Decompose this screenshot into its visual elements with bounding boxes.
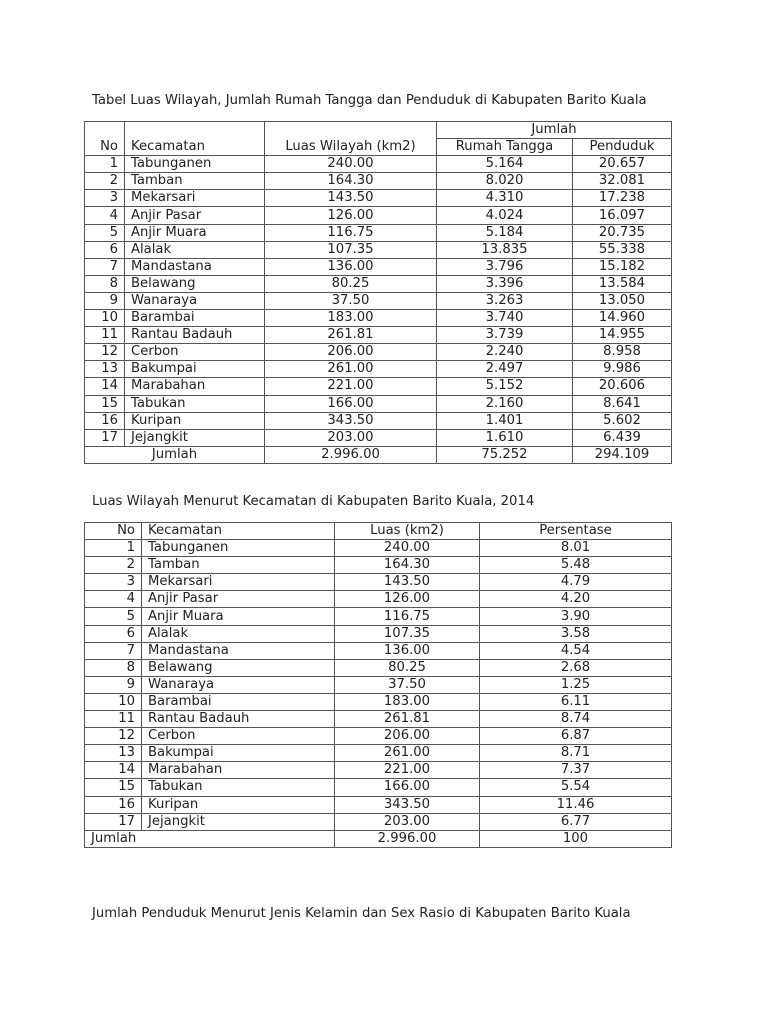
table-row	[85, 275, 672, 292]
row-kecamatan: Tabunganen	[142, 540, 335, 557]
row-penduduk: 20.735	[573, 224, 672, 241]
row-kecamatan: Barambai	[125, 310, 265, 327]
table2-header-row	[85, 523, 672, 540]
row-no: 8	[85, 275, 125, 292]
header-luas: Luas Wilayah (km2)	[265, 122, 437, 156]
row-no: 13	[85, 361, 125, 378]
row-penduduk: 8.641	[573, 395, 672, 412]
row-no: 7	[85, 258, 125, 275]
row-kecamatan: Bakumpai	[142, 745, 335, 762]
row-no: 11	[85, 711, 142, 728]
row-penduduk: 6.439	[573, 429, 672, 446]
row-no: 2	[85, 557, 142, 574]
row-rumah-tangga: 1.610	[437, 429, 573, 446]
row-no: 4	[85, 207, 125, 224]
row-no: 6	[85, 625, 142, 642]
row-luas: 107.35	[335, 625, 480, 642]
table-row	[85, 693, 672, 710]
row-no: 12	[85, 344, 125, 361]
row-no: 9	[85, 292, 125, 309]
row-kecamatan: Mekarsari	[125, 190, 265, 207]
total-penduduk: 294.109	[573, 446, 672, 463]
row-penduduk: 32.081	[573, 173, 672, 190]
row-no: 17	[85, 429, 125, 446]
row-persentase: 8.74	[480, 711, 672, 728]
row-kecamatan: Wanaraya	[142, 676, 335, 693]
row-rumah-tangga: 3.263	[437, 292, 573, 309]
header-persentase: Persentase	[480, 523, 672, 540]
row-luas: 206.00	[265, 344, 437, 361]
table-row	[85, 327, 672, 344]
row-no: 4	[85, 591, 142, 608]
row-kecamatan: Rantau Badauh	[142, 711, 335, 728]
row-luas: 166.00	[265, 395, 437, 412]
table-row	[85, 762, 672, 779]
row-luas: 343.50	[335, 796, 480, 813]
row-kecamatan: Marabahan	[125, 378, 265, 395]
table1-header-row	[85, 122, 672, 139]
table-row	[85, 258, 672, 275]
row-luas: 164.30	[335, 557, 480, 574]
row-no: 14	[85, 378, 125, 395]
header-penduduk: Penduduk	[573, 139, 672, 156]
table-row	[85, 796, 672, 813]
row-persentase: 5.48	[480, 557, 672, 574]
row-no: 7	[85, 642, 142, 659]
row-no: 14	[85, 762, 142, 779]
table-row	[85, 779, 672, 796]
row-no: 10	[85, 310, 125, 327]
row-no: 3	[85, 190, 125, 207]
row-no: 8	[85, 659, 142, 676]
row-kecamatan: Anjir Muara	[125, 224, 265, 241]
row-persentase: 8.01	[480, 540, 672, 557]
header-no: No	[85, 523, 142, 540]
row-kecamatan: Tabunganen	[125, 156, 265, 173]
row-kecamatan: Tabukan	[125, 395, 265, 412]
row-kecamatan: Marabahan	[142, 762, 335, 779]
table-row	[85, 745, 672, 762]
total-rumah-tangga: 75.252	[437, 446, 573, 463]
row-kecamatan: Kuripan	[125, 412, 265, 429]
row-kecamatan: Mandastana	[142, 642, 335, 659]
table1	[84, 121, 672, 464]
row-no: 12	[85, 728, 142, 745]
row-persentase: 5.54	[480, 779, 672, 796]
row-kecamatan: Tabukan	[142, 779, 335, 796]
row-kecamatan: Mekarsari	[142, 574, 335, 591]
row-penduduk: 8.958	[573, 344, 672, 361]
header-kecamatan: Kecamatan	[125, 122, 265, 156]
row-kecamatan: Alalak	[142, 625, 335, 642]
row-penduduk: 14.960	[573, 310, 672, 327]
row-kecamatan: Bakumpai	[125, 361, 265, 378]
total-label: Jumlah	[85, 446, 265, 463]
row-luas: 221.00	[265, 378, 437, 395]
row-persentase: 4.20	[480, 591, 672, 608]
header-rumah-tangga: Rumah Tangga	[437, 139, 573, 156]
row-luas: 240.00	[265, 156, 437, 173]
row-rumah-tangga: 3.739	[437, 327, 573, 344]
table-row	[85, 190, 672, 207]
row-penduduk: 5.602	[573, 412, 672, 429]
table-row	[85, 207, 672, 224]
row-rumah-tangga: 3.396	[437, 275, 573, 292]
row-no: 16	[85, 412, 125, 429]
header-jumlah: Jumlah	[437, 122, 672, 139]
row-no: 6	[85, 241, 125, 258]
table-row	[85, 676, 672, 693]
row-luas: 261.81	[265, 327, 437, 344]
table-row	[85, 574, 672, 591]
header-kecamatan: Kecamatan	[142, 523, 335, 540]
row-luas: 206.00	[335, 728, 480, 745]
row-luas: 136.00	[265, 258, 437, 275]
row-penduduk: 15.182	[573, 258, 672, 275]
header-no: No	[85, 122, 125, 156]
row-luas: 164.30	[265, 173, 437, 190]
row-persentase: 6.77	[480, 813, 672, 830]
row-luas: 183.00	[265, 310, 437, 327]
row-luas: 80.25	[265, 275, 437, 292]
row-luas: 261.00	[265, 361, 437, 378]
total-label: Jumlah	[85, 830, 335, 847]
table-row	[85, 659, 672, 676]
row-persentase: 4.54	[480, 642, 672, 659]
total-persentase: 100	[480, 830, 672, 847]
row-kecamatan: Mandastana	[125, 258, 265, 275]
row-no: 17	[85, 813, 142, 830]
table-row	[85, 156, 672, 173]
row-rumah-tangga: 1.401	[437, 412, 573, 429]
row-rumah-tangga: 2.240	[437, 344, 573, 361]
row-kecamatan: Kuripan	[142, 796, 335, 813]
row-kecamatan: Tamban	[142, 557, 335, 574]
total-row	[85, 830, 672, 847]
row-persentase: 2.68	[480, 659, 672, 676]
row-persentase: 3.90	[480, 608, 672, 625]
row-kecamatan: Jejangkit	[142, 813, 335, 830]
row-kecamatan: Anjir Muara	[142, 608, 335, 625]
row-persentase: 1.25	[480, 676, 672, 693]
row-luas: 343.50	[265, 412, 437, 429]
row-no: 5	[85, 608, 142, 625]
row-penduduk: 13.050	[573, 292, 672, 309]
table-row	[85, 711, 672, 728]
table-row	[85, 608, 672, 625]
row-penduduk: 55.338	[573, 241, 672, 258]
row-luas: 37.50	[265, 292, 437, 309]
table2	[84, 522, 672, 848]
row-persentase: 8.71	[480, 745, 672, 762]
table-row	[85, 412, 672, 429]
table-row	[85, 540, 672, 557]
row-luas: 126.00	[335, 591, 480, 608]
table-row	[85, 361, 672, 378]
row-rumah-tangga: 3.796	[437, 258, 573, 275]
row-kecamatan: Cerbon	[142, 728, 335, 745]
row-kecamatan: Rantau Badauh	[125, 327, 265, 344]
table-row	[85, 429, 672, 446]
row-kecamatan: Belawang	[142, 659, 335, 676]
row-rumah-tangga: 13.835	[437, 241, 573, 258]
row-kecamatan: Alalak	[125, 241, 265, 258]
table-row	[85, 344, 672, 361]
row-rumah-tangga: 2.160	[437, 395, 573, 412]
row-luas: 143.50	[265, 190, 437, 207]
row-kecamatan: Belawang	[125, 275, 265, 292]
row-luas: 116.75	[265, 224, 437, 241]
table-row	[85, 642, 672, 659]
row-rumah-tangga: 4.310	[437, 190, 573, 207]
row-penduduk: 14.955	[573, 327, 672, 344]
table1-title: Tabel Luas Wilayah, Jumlah Rumah Tangga dan Penduduk di Kabupaten Barito Kuala	[92, 93, 647, 108]
row-luas: 221.00	[335, 762, 480, 779]
row-luas: 80.25	[335, 659, 480, 676]
row-no: 2	[85, 173, 125, 190]
row-kecamatan: Anjir Pasar	[142, 591, 335, 608]
row-penduduk: 16.097	[573, 207, 672, 224]
row-kecamatan: Cerbon	[125, 344, 265, 361]
row-rumah-tangga: 5.184	[437, 224, 573, 241]
row-luas: 203.00	[265, 429, 437, 446]
row-penduduk: 20.606	[573, 378, 672, 395]
row-no: 10	[85, 693, 142, 710]
row-luas: 107.35	[265, 241, 437, 258]
row-rumah-tangga: 3.740	[437, 310, 573, 327]
table-row	[85, 310, 672, 327]
row-no: 5	[85, 224, 125, 241]
row-no: 15	[85, 395, 125, 412]
row-no: 1	[85, 540, 142, 557]
row-rumah-tangga: 2.497	[437, 361, 573, 378]
table-row	[85, 591, 672, 608]
table-row	[85, 173, 672, 190]
row-no: 15	[85, 779, 142, 796]
row-no: 13	[85, 745, 142, 762]
row-luas: 126.00	[265, 207, 437, 224]
header-luas: Luas (km2)	[335, 523, 480, 540]
row-luas: 116.75	[335, 608, 480, 625]
row-kecamatan: Jejangkit	[125, 429, 265, 446]
table-row	[85, 728, 672, 745]
row-penduduk: 20.657	[573, 156, 672, 173]
table-row	[85, 378, 672, 395]
table-row	[85, 557, 672, 574]
row-no: 9	[85, 676, 142, 693]
row-luas: 183.00	[335, 693, 480, 710]
table-row	[85, 241, 672, 258]
total-row	[85, 446, 672, 463]
table-row	[85, 224, 672, 241]
row-luas: 240.00	[335, 540, 480, 557]
row-rumah-tangga: 5.164	[437, 156, 573, 173]
row-luas: 166.00	[335, 779, 480, 796]
row-persentase: 6.87	[480, 728, 672, 745]
row-luas: 37.50	[335, 676, 480, 693]
table-row	[85, 813, 672, 830]
row-rumah-tangga: 5.152	[437, 378, 573, 395]
row-persentase: 7.37	[480, 762, 672, 779]
row-persentase: 4.79	[480, 574, 672, 591]
row-luas: 261.81	[335, 711, 480, 728]
row-no: 3	[85, 574, 142, 591]
row-no: 16	[85, 796, 142, 813]
row-kecamatan: Anjir Pasar	[125, 207, 265, 224]
row-kecamatan: Tamban	[125, 173, 265, 190]
total-luas: 2.996.00	[265, 446, 437, 463]
table2-title: Luas Wilayah Menurut Kecamatan di Kabupaten Barito Kuala, 2014	[92, 494, 535, 509]
row-luas: 203.00	[335, 813, 480, 830]
row-persentase: 11.46	[480, 796, 672, 813]
row-rumah-tangga: 8.020	[437, 173, 573, 190]
row-penduduk: 17.238	[573, 190, 672, 207]
row-kecamatan: Barambai	[142, 693, 335, 710]
table-row	[85, 292, 672, 309]
row-luas: 261.00	[335, 745, 480, 762]
row-penduduk: 13.584	[573, 275, 672, 292]
row-rumah-tangga: 4.024	[437, 207, 573, 224]
row-persentase: 3.58	[480, 625, 672, 642]
table-row	[85, 395, 672, 412]
row-no: 11	[85, 327, 125, 344]
row-no: 1	[85, 156, 125, 173]
row-luas: 143.50	[335, 574, 480, 591]
row-persentase: 6.11	[480, 693, 672, 710]
table3-title: Jumlah Penduduk Menurut Jenis Kelamin dan Sex Rasio di Kabupaten Barito Kuala	[92, 906, 631, 921]
row-kecamatan: Wanaraya	[125, 292, 265, 309]
total-luas: 2.996.00	[335, 830, 480, 847]
row-penduduk: 9.986	[573, 361, 672, 378]
row-luas: 136.00	[335, 642, 480, 659]
table-row	[85, 625, 672, 642]
